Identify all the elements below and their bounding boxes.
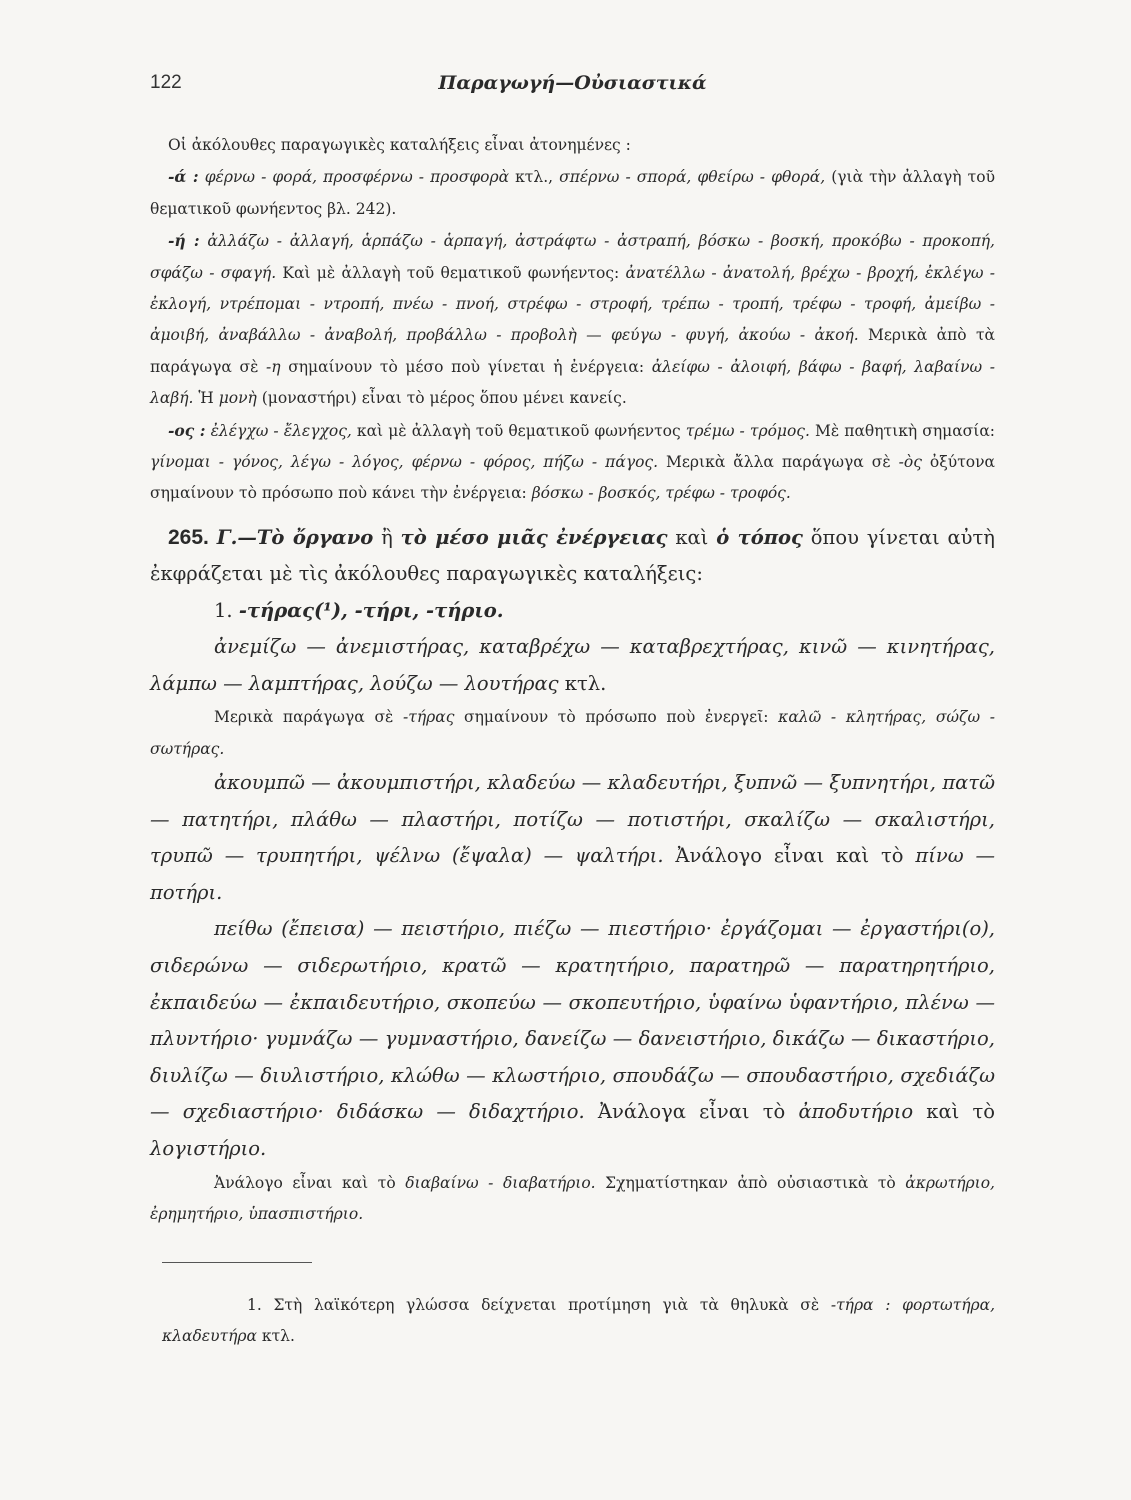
examples: σπέρνω - σπορά, φθείρω - φθορά, <box>559 168 826 187</box>
suffix-inline: -η <box>266 357 281 376</box>
suffix-label: -ή : <box>168 231 200 251</box>
text: καὶ τὸ <box>913 1100 995 1124</box>
examples: τρέμω - τρόμος. <box>685 421 810 440</box>
text: κτλ. <box>256 1327 295 1345</box>
suffix-inline: -τήρας <box>403 708 455 727</box>
examples: ἀνεμίζω — ἀνεμιστήρας, καταβρέχω — καταβρεχτήρας, κινῶ — κινητήρας, λάμπω — λαμπτήρας, λούζω — λουτήρας <box>150 635 995 695</box>
examples: ἀλλάζω - ἀλλαγή, ἁρπάζω - ἁρπαγή, ἀστράφτω - ἀστραπή, βόσκω - βοσκή, προκόβω - προκοπή, σφάζω - σφαγή. <box>150 232 995 282</box>
text: (γιὰ τὴν ἀλλαγὴ τοῦ θεματικοῦ φωνήεντος βλ. 242). <box>150 168 995 218</box>
text: ὀξύτονα σημαίνουν τὸ πρόσωπο ποὺ κάνει τὴν ἐνέργεια: <box>150 453 995 503</box>
suffix-inline: -τήρα : <box>830 1296 891 1314</box>
paragraph-suffix-i <box>150 225 995 414</box>
suffix-inline: -ὸς <box>898 453 922 472</box>
examples: πείθω (ἔπεισα) — πειστήριο, πιέζω — πιεστήριο· ἐργάζομαι — ἐργαστήρι(ο), σιδερώνω — σιδερωτήριο, κρατῶ — κρατητήριο, παρατηρῶ — παρατηρητήριο, ἐκπαιδεύω — ἐκπαιδευτήριο, σκοπεύω — σκοπευτήριο, ὑφαίνω ὑφαντήριο, πλένω — πλυντήριο· γυμνάζω — γυμναστήριο, δανείζω — δανειστήριο, δικάζω — δικαστήριο, διυλίζω — διυλιστήριο, κλώθω — κλωστήριο, σπουδάζω — σπουδαστήριο, σχεδιάζω — σχεδιαστήριο· διδάσκω — διδαχτήριο. <box>150 917 995 1124</box>
subsection-heading <box>150 593 995 629</box>
page-header <box>150 72 995 102</box>
examples: μονὴ <box>218 389 257 408</box>
examples: βόσκω - βοσκός, τρέφω - τροφός. <box>531 484 791 503</box>
section-number: 265. <box>168 525 209 549</box>
text: κτλ. <box>558 671 607 695</box>
text: Ἡ <box>193 389 219 408</box>
section-letter: Γ.— <box>216 525 257 549</box>
footnote <box>162 1290 995 1352</box>
text: Μὲ παθητικὴ σημασία: <box>809 421 996 440</box>
suffix-label: -ά : <box>168 167 199 187</box>
text: Μερικὰ ἄλλα παράγωγα σὲ <box>658 453 899 472</box>
section-term: τὸ μέσο μιᾶς ἐνέργειας <box>400 525 668 549</box>
examples: φορτωτήρα, κλαδευτήρα <box>162 1296 996 1345</box>
footnote-divider <box>162 1262 312 1263</box>
examples-teri <box>150 765 995 911</box>
subsection-number: 1. <box>214 599 233 623</box>
text: κτλ., <box>509 168 560 187</box>
examples: ἀλείφω - ἀλοιφή, βάφω - βαφή, λαβαίνω - λαβή. <box>150 357 996 408</box>
examples: λογιστήριο. <box>150 1137 267 1160</box>
examples: ἀκρωτήριο, ἐρημητήριο, ὑπασπιστήριο. <box>150 1173 995 1223</box>
section-term: Τὸ ὄργανο <box>256 525 374 549</box>
text: 1. Στὴ λαϊκότερη γλώσσα δείχνεται προτίμηση γιὰ τὰ θηλυκὰ σὲ <box>247 1296 831 1314</box>
text: σημαίνουν τὸ πρόσωπο ποὺ ἐνεργεῖ: <box>454 708 779 727</box>
section-265-heading <box>150 520 995 593</box>
page-body <box>150 130 995 1230</box>
subsection-suffixes: -τήρας(¹), -τήρι, -τήριο. <box>238 599 504 623</box>
text: Ἀνάλογο εἶναι καὶ τὸ <box>214 1173 406 1192</box>
text: Καὶ μὲ ἀλλαγὴ τοῦ θεματικοῦ φωνήεντος: <box>276 263 626 282</box>
text: Σχηματίστηκαν ἀπὸ οὐσιαστικὰ τὸ <box>595 1173 906 1192</box>
examples: πίνω — ποτήρι. <box>150 844 995 904</box>
text: καὶ <box>667 525 717 549</box>
examples: καλῶ - κλητήρας, σώζω - σωτήρας. <box>150 708 995 758</box>
paragraph-suffix-a <box>150 161 995 225</box>
running-title: Παραγωγή—Οὐσιαστικά <box>438 72 707 94</box>
note-teras <box>150 702 995 765</box>
text: καὶ μὲ ἀλλαγὴ τοῦ θεματικοῦ φωνήεντος <box>351 421 686 440</box>
text: (μοναστήρι) εἶναι τὸ μέρος ὅπου μένει κανείς. <box>256 389 627 408</box>
intro-paragraph: Οἱ ἀκόλουθες παραγωγικὲς καταλήξεις εἶναι ἀτονημένες : <box>168 136 631 154</box>
examples: γίνομαι - γόνος, λέγω - λόγος, φέρνω - φόρος, πήζω - πάγος. <box>150 453 659 472</box>
text: ὅπου γίνεται αὐτὴ ἐκφράζεται μὲ τὶς ἀκόλουθες παραγωγικὲς καταλήξεις: <box>150 525 995 586</box>
paragraph-suffix-os <box>150 415 995 510</box>
examples-terio <box>150 911 995 1167</box>
section-term: ὁ τόπος <box>716 525 803 549</box>
suffix-label: -ος : <box>168 420 206 440</box>
text: Μερικὰ παράγωγα σὲ <box>214 708 404 727</box>
text: Ἀνάλογα εἶναι τὸ <box>584 1100 799 1124</box>
note-terio <box>150 1168 995 1231</box>
text: Μερικὰ ἀπὸ τὰ παράγωγα σὲ <box>150 326 995 376</box>
text: Ἀνάλογο εἶναι καὶ τὸ <box>663 844 916 868</box>
page-number: 122 <box>150 72 182 93</box>
examples: ἀκουμπῶ — ἀκουμπιστήρι, κλαδεύω — κλαδευτήρι, ξυπνῶ — ξυπνητήρι, πατῶ — πατητήρι, πλάθω — πλαστήρι, ποτίζω — ποτιστήρι, σκαλίζω — σκαλιστήρι, τρυπῶ — τρυπητήρι, ψέλνω (ἔψαλα) — ψαλτήρι. <box>150 771 995 868</box>
examples: ἀνατέλλω - ἀνατολή, βρέχω - βροχή, ἐκλέγω - ἐκλογή, ντρέπομαι - ντροπή, πνέω - πνοή, στρέφω - στροφή, τρέπω - τροπή, τρέφω - τροφή, ἀμείβω - ἀμοιβή, ἀναβάλλω - ἀναβολή, προβάλλω - προβολὴ — φεύγω - φυγή, ἀκούω - ἀκοή. <box>150 263 995 345</box>
text: σημαίνουν τὸ μέσο ποὺ γίνεται ἡ ἐνέργεια: <box>280 357 652 376</box>
examples: ἀποδυτήριο <box>798 1100 914 1124</box>
examples-teras <box>150 629 995 702</box>
examples: ἐλέγχω - ἔλεγχος, <box>210 421 352 440</box>
examples: φέρνω - φορά, προσφέρνω - προσφορὰ <box>204 168 510 187</box>
text: ἢ <box>373 525 401 549</box>
examples: διαβαίνω - διαβατήριο. <box>405 1173 596 1192</box>
